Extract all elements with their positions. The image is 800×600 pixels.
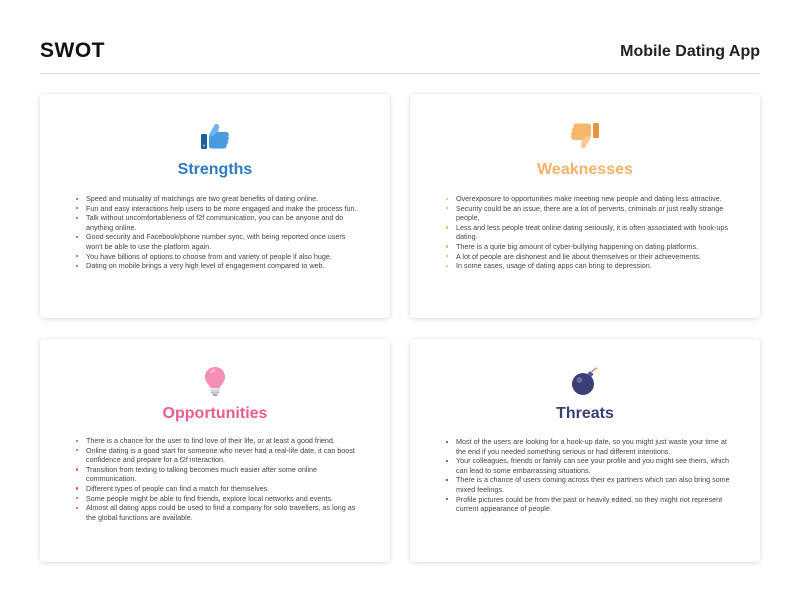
list-item: Dating on mobile brings a very high level of engagement compared to web. <box>76 261 362 271</box>
strengths-list <box>76 194 362 271</box>
strengths-card <box>40 94 390 318</box>
list-item: Less and less people treat online dating seriously, it is often associated with hook-ups dating. <box>446 223 732 242</box>
list-item: Some people might be able to find friends, explore local networks and events. <box>76 494 362 504</box>
page-subtitle: Mobile Dating App <box>620 43 760 60</box>
list-item: Good security and Facebook/phone number sync, with being reported once users won't be able to use the platform again. <box>76 232 362 251</box>
threats-list <box>446 437 732 514</box>
weaknesses-title: Weaknesses <box>537 161 633 178</box>
list-item: Your colleagues, friends or family can see your profile and you might see theirs, which can lead to some embarrassing situations. <box>446 456 732 475</box>
list-item: Profile pictures could be from the past or heavily edited, so they might not represent current appearance of people. <box>446 495 732 514</box>
page-header <box>40 0 760 74</box>
list-item: Overexposure to opportunities make meeting new people and dating less attractive. <box>446 194 732 204</box>
strengths-title: Strengths <box>177 161 253 178</box>
list-item: Speed and mutuality of matchings are two great benefits of dating online. <box>76 194 362 204</box>
light-bulb-icon <box>199 365 231 397</box>
list-item: There is a chance of users coming across their ex partners which can also bring some mixed feelings. <box>446 475 732 494</box>
threats-card <box>410 339 760 562</box>
opportunities-card <box>40 339 390 562</box>
weaknesses-card <box>410 94 760 318</box>
list-item: There is a quite big amount of cyber-bullying happening on dating platforms. <box>446 242 732 252</box>
weaknesses-list <box>446 194 732 271</box>
opportunities-list <box>76 436 362 522</box>
list-item: Transition from texting to talking becomes much easier after some online communication. <box>76 465 362 484</box>
list-item: Most of the users are looking for a hook-up date, so you might just waste your time at the end if you needed something serious or had different intentions. <box>446 437 732 456</box>
list-item: In some cases, usage of dating apps can bring to depression. <box>446 261 732 271</box>
thumbs-up-icon <box>199 120 231 152</box>
opportunities-title: Opportunities <box>162 405 268 422</box>
list-item: You have billions of options to choose from and variety of people if also huge. <box>76 252 362 262</box>
list-item: Security could be an issue, there are a lot of perverts, criminals or just really strange people. <box>446 204 732 223</box>
threats-title: Threats <box>556 405 614 422</box>
list-item: Online dating is a good start for someone who never had a real-life date, it can boost confidence and prepare for a f2f interaction. <box>76 446 362 465</box>
list-item: Almost all dating apps could be used to find a company for solo travellers, as long as the global functions are available. <box>76 503 362 522</box>
bomb-icon <box>569 365 601 397</box>
list-item: Fun and easy interactions help users to be more engaged and make the process fun. <box>76 204 362 214</box>
list-item: There is a chance for the user to find love of their life, or at least a good friend. <box>76 436 362 446</box>
list-item: A lot of people are dishonest and lie about themselves or their achievements. <box>446 252 732 262</box>
thumbs-down-icon <box>569 120 601 152</box>
list-item: Different types of people can find a match for themselves. <box>76 484 362 494</box>
page-title: SWOT <box>40 39 105 62</box>
list-item: Talk without uncomfortableness of f2f communication, you can be anyone and do anything online. <box>76 213 362 232</box>
